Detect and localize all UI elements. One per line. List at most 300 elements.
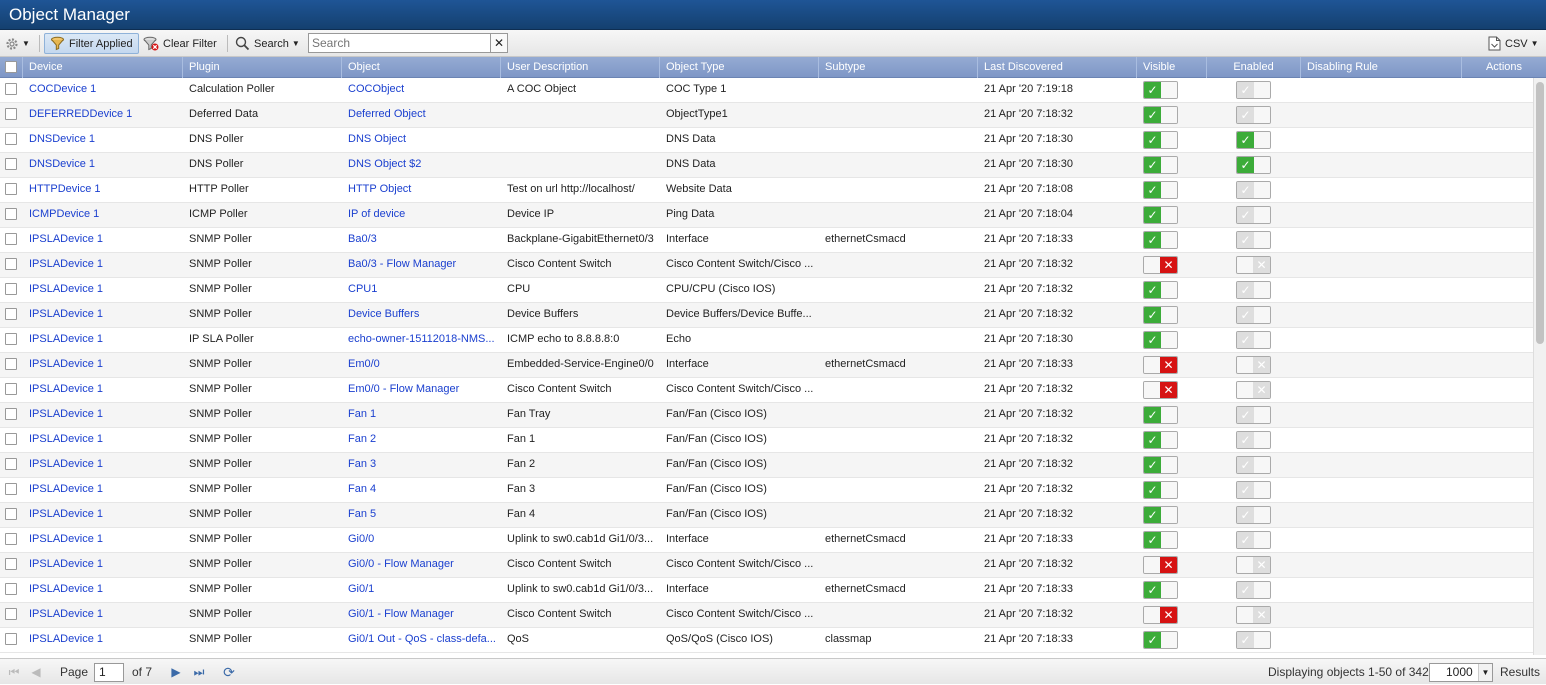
visible-toggle[interactable] [1143,381,1178,399]
row-checkbox[interactable] [5,433,17,445]
row-select-cell [0,378,23,403]
table-row[interactable] [0,278,1533,303]
row-checkbox[interactable] [5,133,17,145]
row-checkbox[interactable] [5,258,17,270]
column-header-last-discovered[interactable]: Last Discovered [978,57,1137,78]
subtype-cell [819,603,974,628]
visible-toggle[interactable] [1143,306,1178,324]
object-type-cell: Cisco Content Switch/Cisco ... [666,558,814,570]
check-icon: ✓ [1237,582,1254,598]
user-description-cell: Cisco Content Switch [507,258,612,270]
enabled-toggle [1236,356,1271,374]
user-description-cell: Device Buffers [507,308,579,320]
subtype-cell [819,78,974,103]
check-icon: ✓ [1144,107,1161,123]
object-link[interactable]: DNS Object $2 [348,158,422,170]
table-row[interactable] [0,303,1533,328]
row-select-cell [0,303,23,328]
table-row[interactable] [0,403,1533,428]
row-checkbox[interactable] [5,158,17,170]
plugin-cell: SNMP Poller [189,483,252,495]
object-link[interactable]: Fan 3 [348,458,377,470]
enabled-toggle [1236,281,1271,299]
subtype-cell: classmap [825,633,872,645]
table-row[interactable] [0,628,1533,653]
visible-toggle[interactable] [1143,506,1178,524]
row-select-cell [0,253,23,278]
device-link[interactable]: IPSLADevice 1 [29,283,103,295]
check-icon: ✓ [1144,207,1161,223]
object-link[interactable]: Fan 1 [348,408,377,420]
object-type-cell: Fan/Fan (Cisco IOS) [666,458,767,470]
table-row[interactable] [0,453,1533,478]
device-link[interactable]: IPSLADevice 1 [29,608,103,620]
cross-icon: ✕ [1160,357,1177,373]
check-icon: ✓ [1144,582,1161,598]
check-icon: ✓ [1237,332,1254,348]
chevron-down-icon: ▼ [22,39,30,48]
object-link[interactable]: Fan 5 [348,508,377,520]
device-link[interactable]: IPSLADevice 1 [29,558,103,570]
last-discovered-cell: 21 Apr '20 7:18:33 [984,533,1073,545]
user-description-cell: Backplane-GigabitEthernet0/3 [507,233,654,245]
visible-toggle[interactable] [1143,481,1178,499]
last-discovered-cell: 21 Apr '20 7:18:32 [984,108,1073,120]
table-row[interactable] [0,153,1533,178]
object-link[interactable]: Gi0/0 - Flow Manager [348,558,454,570]
object-link[interactable]: Em0/0 [348,358,380,370]
subtype-cell [819,403,974,428]
scrollbar-thumb[interactable] [1536,82,1544,344]
subtype-cell [819,553,974,578]
plugin-cell: Deferred Data [189,108,259,120]
cross-icon: ✕ [1160,557,1177,573]
vertical-scrollbar[interactable] [1533,78,1546,655]
row-select-cell [0,428,23,453]
check-icon: ✓ [1144,632,1161,648]
device-link[interactable]: IPSLADevice 1 [29,533,103,545]
last-discovered-cell: 21 Apr '20 7:18:32 [984,258,1073,270]
object-type-cell: ObjectType1 [666,108,728,120]
user-description-cell [501,153,656,178]
check-icon: ✓ [1144,82,1161,98]
row-select-cell [0,403,23,428]
table-row[interactable] [0,253,1533,278]
check-icon: ✓ [1237,182,1254,198]
visible-toggle[interactable] [1143,406,1178,424]
subtype-cell [819,253,974,278]
object-type-cell: Interface [666,358,709,370]
visible-toggle[interactable] [1143,256,1178,274]
row-select-cell [0,578,23,603]
enabled-toggle [1236,456,1271,474]
search-menu-label: Search [254,37,289,50]
plugin-cell: SNMP Poller [189,283,252,295]
column-header-device[interactable]: Device [23,57,183,78]
column-header-actions: Actions [1485,61,1523,73]
last-discovered-cell: 21 Apr '20 7:18:32 [984,508,1073,520]
row-select-cell [0,478,23,503]
object-link[interactable]: Gi0/1 [348,583,375,595]
visible-toggle[interactable] [1143,206,1178,224]
table-row[interactable] [0,528,1533,553]
user-description-cell: Cisco Content Switch [507,608,612,620]
paging-toolbar [0,658,1546,684]
subtype-cell [819,503,974,528]
row-select-cell [0,128,23,153]
object-link[interactable]: Fan 2 [348,433,377,445]
device-link[interactable]: IPSLADevice 1 [29,458,103,470]
check-icon: ✓ [1144,282,1161,298]
row-checkbox[interactable] [5,308,17,320]
device-link[interactable]: IPSLADevice 1 [29,483,103,495]
enabled-toggle [1236,106,1271,124]
visible-toggle[interactable] [1143,231,1178,249]
user-description-cell: Uplink to sw0.cab1d Gi1/0/3... [507,583,654,595]
row-checkbox[interactable] [5,608,17,620]
csv-export-label: CSV [1505,37,1528,50]
subtype-cell [819,378,974,403]
cross-icon: ✕ [1253,382,1270,398]
row-checkbox[interactable] [5,283,17,295]
visible-toggle[interactable] [1143,181,1178,199]
last-discovered-cell: 21 Apr '20 7:18:30 [984,158,1073,170]
table-row[interactable] [0,128,1533,153]
row-select-cell [0,228,23,253]
check-icon: ✓ [1144,457,1161,473]
cross-icon: ✕ [1253,557,1270,573]
user-description-cell: QoS [507,633,530,645]
search-input[interactable] [309,34,489,52]
last-discovered-cell: 21 Apr '20 7:18:32 [984,483,1073,495]
check-icon: ✓ [1237,532,1254,548]
object-type-cell: CPU/CPU (Cisco IOS) [666,283,776,295]
enabled-toggle [1236,406,1271,424]
device-link[interactable]: IPSLADevice 1 [29,433,103,445]
plugin-cell: DNS Poller [189,158,244,170]
object-link[interactable]: Ba0/3 - Flow Manager [348,258,457,270]
visible-toggle[interactable] [1143,331,1178,349]
plugin-cell: SNMP Poller [189,383,252,395]
object-type-cell: Fan/Fan (Cisco IOS) [666,408,767,420]
object-link[interactable]: HTTP Object [348,183,412,195]
plugin-cell: HTTP Poller [189,183,249,195]
row-checkbox[interactable] [5,383,17,395]
grid-header [0,57,1546,78]
enabled-toggle [1236,81,1271,99]
enabled-toggle[interactable] [1236,156,1271,174]
column-header-enabled[interactable]: Enabled [1207,57,1301,78]
table-row[interactable] [0,503,1533,528]
grid-body [0,78,1533,655]
user-description-cell: Embedded-Service-Engine0/0 [507,358,654,370]
page-size-select[interactable] [1429,663,1493,682]
object-link[interactable]: Gi0/1 - Flow Manager [348,608,454,620]
last-discovered-cell: 21 Apr '20 7:19:18 [984,83,1073,95]
table-row[interactable] [0,378,1533,403]
object-type-cell: Fan/Fan (Cisco IOS) [666,433,767,445]
row-checkbox[interactable] [5,458,17,470]
row-checkbox[interactable] [5,208,17,220]
clear-filter-icon [143,36,159,51]
subtype-cell [819,278,974,303]
settings-menu-button[interactable] [5,33,30,54]
page-size-value: 1000 [1446,665,1473,679]
object-link[interactable]: IP of device [348,208,406,220]
csv-file-icon [1488,36,1501,51]
enabled-toggle [1236,181,1271,199]
row-checkbox[interactable] [5,533,17,545]
device-link[interactable]: IPSLADevice 1 [29,383,103,395]
row-select-cell [0,528,23,553]
user-description-cell: ICMP echo to 8.8.8.8:0 [507,333,620,345]
check-icon: ✓ [1144,482,1161,498]
row-select-cell [0,553,23,578]
object-type-cell: Echo [666,333,692,345]
table-row[interactable] [0,478,1533,503]
object-link[interactable]: CPU1 [348,283,378,295]
enabled-toggle [1236,506,1271,524]
enabled-toggle [1236,606,1271,624]
chevron-down-icon: ▼ [291,39,300,48]
table-row[interactable] [0,203,1533,228]
visible-toggle[interactable] [1143,606,1178,624]
results-label: Results [1500,665,1541,679]
displaying-status: Displaying objects 1-50 of 342 [1268,665,1429,679]
user-description-cell: Fan 2 [507,458,536,470]
row-checkbox[interactable] [5,108,17,120]
visible-toggle[interactable] [1143,456,1178,474]
table-row[interactable] [0,353,1533,378]
object-link[interactable]: COCObject [348,83,405,95]
visible-toggle[interactable] [1143,106,1178,124]
device-link[interactable]: IPSLADevice 1 [29,308,103,320]
visible-toggle[interactable] [1143,356,1178,374]
object-type-cell: DNS Data [666,133,716,145]
plugin-cell: DNS Poller [189,133,244,145]
check-icon: ✓ [1237,482,1254,498]
row-checkbox[interactable] [5,558,17,570]
object-link[interactable]: Deferred Object [348,108,426,120]
user-description-cell: Cisco Content Switch [507,383,612,395]
previous-page-button[interactable] [29,665,43,679]
row-checkbox[interactable] [5,358,17,370]
enabled-toggle[interactable] [1236,131,1271,149]
check-icon: ✓ [1237,82,1254,98]
subtype-cell: ethernetCsmacd [825,583,906,595]
row-checkbox[interactable] [5,408,17,420]
object-link[interactable]: echo-owner-15112018-NMS... [348,333,495,345]
last-discovered-cell: 21 Apr '20 7:18:32 [984,408,1073,420]
device-link[interactable]: IPSLADevice 1 [29,508,103,520]
row-checkbox[interactable] [5,183,17,195]
column-header-disabling-rule[interactable]: Disabling Rule [1301,57,1462,78]
refresh-button[interactable] [222,665,236,679]
device-link[interactable]: DNSDevice 1 [29,158,96,170]
enabled-toggle [1236,231,1271,249]
csv-export-button[interactable] [1488,33,1539,54]
last-discovered-cell: 21 Apr '20 7:18:33 [984,233,1073,245]
row-checkbox[interactable] [5,233,17,245]
check-icon: ✓ [1144,507,1161,523]
visible-toggle[interactable] [1143,156,1178,174]
user-description-cell: Fan 3 [507,483,536,495]
device-link[interactable]: HTTPDevice 1 [29,183,101,195]
plugin-cell: SNMP Poller [189,458,252,470]
check-icon: ✓ [1144,432,1161,448]
visible-toggle[interactable] [1143,631,1178,649]
object-type-cell: Device Buffers/Device Buffe... [666,308,812,320]
object-link[interactable]: DNS Object [348,133,407,145]
object-type-cell: Interface [666,583,709,595]
page-label: Page [60,665,89,679]
visible-toggle[interactable] [1143,281,1178,299]
device-link[interactable]: DEFERREDDevice 1 [29,108,133,120]
user-description-cell: A COC Object [507,83,577,95]
device-link[interactable]: ICMPDevice 1 [29,208,100,220]
check-icon: ✓ [1237,507,1254,523]
row-select-cell [0,103,23,128]
visible-toggle[interactable] [1143,531,1178,549]
table-row[interactable] [0,78,1533,103]
check-icon: ✓ [1144,232,1161,248]
row-checkbox[interactable] [5,483,17,495]
last-discovered-cell: 21 Apr '20 7:18:08 [984,183,1073,195]
filter-applied-button[interactable] [44,33,139,54]
device-link[interactable]: IPSLADevice 1 [29,408,103,420]
object-link[interactable]: Fan 4 [348,483,377,495]
column-header-subtype[interactable]: Subtype [819,57,978,78]
table-row[interactable] [0,428,1533,453]
visible-toggle[interactable] [1143,581,1178,599]
table-row[interactable] [0,178,1533,203]
row-select-cell [0,453,23,478]
plugin-cell: SNMP Poller [189,533,252,545]
plugin-cell: SNMP Poller [189,508,252,520]
cross-icon: ✕ [1253,257,1270,273]
device-link[interactable]: IPSLADevice 1 [29,358,103,370]
table-row[interactable] [0,103,1533,128]
device-link[interactable]: IPSLADevice 1 [29,258,103,270]
row-checkbox[interactable] [5,83,17,95]
check-icon: ✓ [1144,532,1161,548]
row-checkbox[interactable] [5,508,17,520]
object-type-cell: Interface [666,533,709,545]
enabled-toggle [1236,206,1271,224]
table-row[interactable] [0,603,1533,628]
column-header-object-type[interactable]: Object Type [660,57,819,78]
subtype-cell [819,178,974,203]
last-discovered-cell: 21 Apr '20 7:18:33 [984,583,1073,595]
page-number-input[interactable]: 1 [94,663,124,682]
device-link[interactable]: COCDevice 1 [29,83,97,95]
user-description-cell: Cisco Content Switch [507,558,612,570]
row-select-cell [0,503,23,528]
row-select-cell [0,153,23,178]
first-page-button[interactable] [7,665,21,679]
check-icon: ✓ [1144,182,1161,198]
object-link[interactable]: Device Buffers [348,308,420,320]
object-link[interactable]: Gi0/1 Out - QoS - class-defa... [348,633,496,645]
enabled-toggle [1236,481,1271,499]
cross-icon: ✕ [1160,257,1177,273]
last-discovered-cell: 21 Apr '20 7:18:32 [984,383,1073,395]
object-link[interactable]: Ba0/3 [348,233,377,245]
enabled-toggle [1236,331,1271,349]
table-row[interactable] [0,578,1533,603]
row-select-cell [0,628,23,653]
row-checkbox[interactable] [5,333,17,345]
column-header-user-description[interactable]: User Description [501,57,660,78]
plugin-cell: IP SLA Poller [189,333,254,345]
check-icon: ✓ [1237,432,1254,448]
column-header-object[interactable]: Object [342,57,501,78]
search-menu-button[interactable] [235,33,300,54]
column-header-plugin[interactable]: Plugin [183,57,342,78]
chevron-down-icon[interactable]: ▼ [1478,664,1492,681]
last-discovered-cell: 21 Apr '20 7:18:04 [984,208,1073,220]
plugin-cell: SNMP Poller [189,233,252,245]
last-discovered-cell: 21 Apr '20 7:18:32 [984,558,1073,570]
select-all-checkbox[interactable] [5,61,17,73]
row-checkbox[interactable] [5,633,17,645]
device-link[interactable]: IPSLADevice 1 [29,583,103,595]
row-checkbox[interactable] [5,583,17,595]
last-discovered-cell: 21 Apr '20 7:18:30 [984,133,1073,145]
last-discovered-cell: 21 Apr '20 7:18:32 [984,608,1073,620]
table-row[interactable] [0,228,1533,253]
clear-search-button[interactable] [490,34,507,52]
toolbar-separator [39,35,40,52]
subtype-cell [819,303,974,328]
enabled-toggle [1236,306,1271,324]
object-type-cell: Cisco Content Switch/Cisco ... [666,383,814,395]
user-description-cell: Fan Tray [507,408,551,420]
column-header-visible[interactable]: Visible [1137,57,1207,78]
previous-page-icon: ◀ [31,665,41,679]
last-discovered-cell: 21 Apr '20 7:18:32 [984,308,1073,320]
device-link[interactable]: DNSDevice 1 [29,133,96,145]
visible-toggle[interactable] [1143,556,1178,574]
enabled-toggle [1236,431,1271,449]
check-icon: ✓ [1237,282,1254,298]
plugin-cell: SNMP Poller [189,258,252,270]
device-link[interactable]: IPSLADevice 1 [29,333,103,345]
object-type-cell: DNS Data [666,158,716,170]
last-discovered-cell: 21 Apr '20 7:18:32 [984,433,1073,445]
visible-toggle[interactable] [1143,81,1178,99]
row-select-cell [0,178,23,203]
filter-applied-label: Filter Applied [69,37,133,50]
object-link[interactable]: Gi0/0 [348,533,375,545]
next-page-button[interactable] [169,665,183,679]
table-row[interactable] [0,553,1533,578]
check-icon: ✓ [1144,332,1161,348]
clear-filter-button[interactable] [143,33,217,54]
object-link[interactable]: Em0/0 - Flow Manager [348,383,460,395]
last-page-button[interactable] [192,665,206,679]
visible-toggle[interactable] [1143,131,1178,149]
object-type-cell: Cisco Content Switch/Cisco ... [666,258,814,270]
visible-toggle[interactable] [1143,431,1178,449]
subtype-cell [819,128,974,153]
subtype-cell [819,203,974,228]
clear-filter-label: Clear Filter [163,37,217,50]
device-link[interactable]: IPSLADevice 1 [29,233,103,245]
search-icon [235,36,250,51]
table-row[interactable] [0,328,1533,353]
device-link[interactable]: IPSLADevice 1 [29,633,103,645]
